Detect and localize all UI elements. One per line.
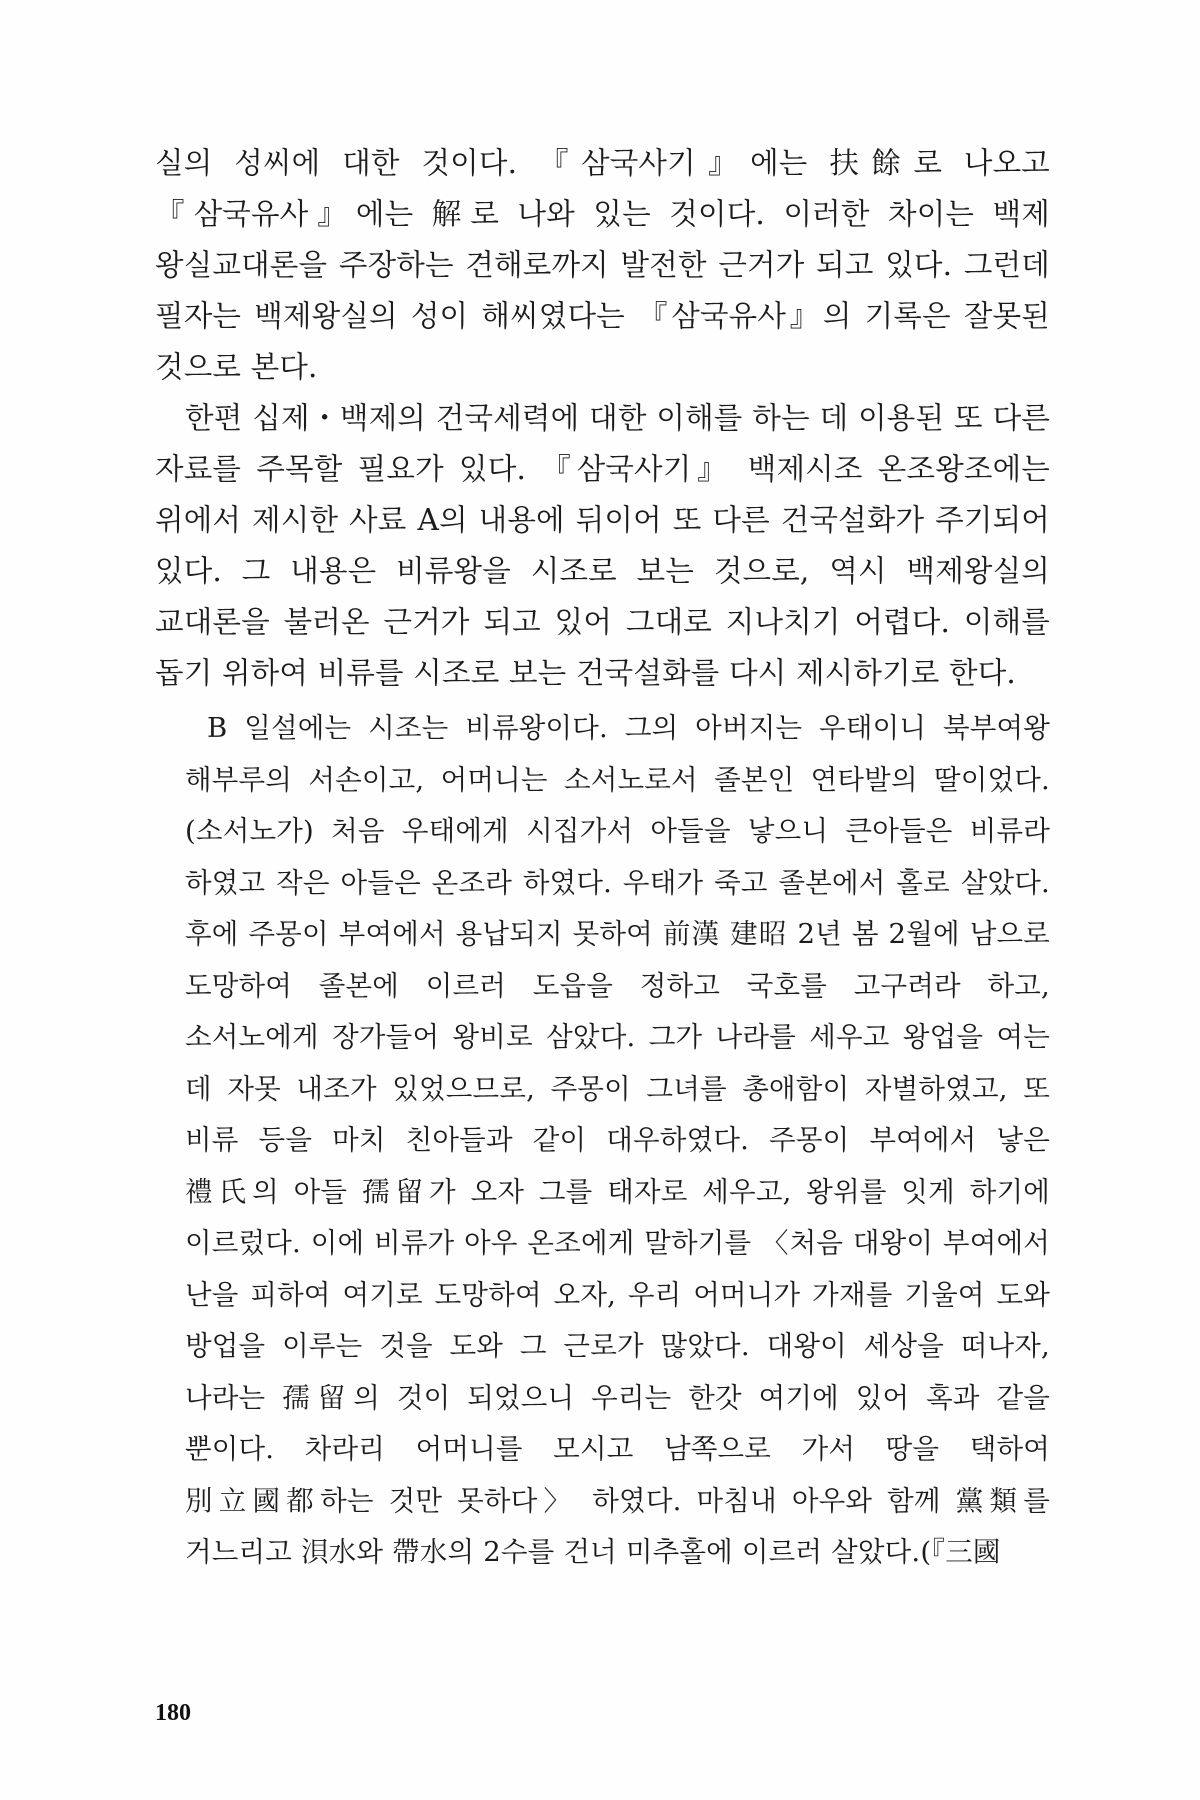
paragraph-2: 한편 십제・백제의 건국세력에 대한 이해를 하는 데 이용된 또 다른 자료를 주목할 필요가 있다. 『삼국사기』 백제시조 온조왕조에는 위에서 제시한 사료 A의 내용에 뒤이어 또 다른 건국설화가 주기되어 있다. 그 내용은 비류왕을 시조로 보는 것으로, 역시 백제왕실의 교대론을 불러온 근거가 되고 있어 그대로 지나치기 어렵다. 이해를 돕기 위하여 비류를 시조로 보는 건국설화를 다시 제시하기로 한다.	[155, 401, 1050, 690]
page-number: 180	[155, 1700, 191, 1726]
main-text	[155, 138, 1050, 699]
paragraph-1: 실의 성씨에 대한 것이다. 『삼국사기』에는 扶餘로 나오고 『삼국유사』에는 解로 나와 있는 것이다. 이러한 차이는 백제 왕실교대론을 주장하는 견해로까지 발전한 근거가 되고 있다. 그런데 필자는 백제왕실의 성이 해씨였다는 『삼국유사』의 기록은 잘못된 것으로 본다.	[155, 146, 1050, 384]
quote-text: B 일설에는 시조는 비류왕이다. 그의 아버지는 우태이니 북부여왕 해부루의 서손이고, 어머니는 소서노로서 졸본인 연타발의 딸이었다. (소서노가) 처음 우태에게 시집가서 아들을 낳으니 큰아들은 비류라 하였고 작은 아들은 온조라 하였다. 우태가 죽고 졸본에서 홀로 살았다. 후에 주몽이 부여에서 용납되지 못하여 前漢 建昭 2년 봄 2월에 남으로 도망하여 졸본에 이르러 도읍을 정하고 국호를 고구려라 하고, 소서노에게 장가들어 왕비로 삼았다. 그가 나라를 세우고 왕업을 여는 데 자못 내조가 있었으므로, 주몽이 그녀를 총애함이 자별하였고, 또 비류 등을 마치 친아들과 같이 대우하였다. 주몽이 부여에서 낳은 禮氏의 아들 孺留가 오자 그를 태자로 세우고, 왕위를 잇게 하기에 이르렀다. 이에 비류가 아우 온조에게 말하기를 〈처음 대왕이 부여에서 난을 피하여 여기로 도망하여 오자, 우리 어머니가 가재를 기울여 도와 방업을 이루는 것을 도와 그 근로가 많았다. 대왕이 세상을 떠나자, 나라는 孺留의 것이 되었으니 우리는 한갓 여기에 있어 혹과 같을 뿐이다. 차라리 어머니를 모시고 남쪽으로 가서 땅을 택하여 別立國都하는 것만 못하다〉 하였다. 마침내 아우와 함께 黨類를 거느리고 浿水와 帶水의 2수를 건너 미추홀에 이르러 살았다.(『三國	[185, 712, 1050, 1568]
quoted-source-b	[185, 703, 1050, 1579]
